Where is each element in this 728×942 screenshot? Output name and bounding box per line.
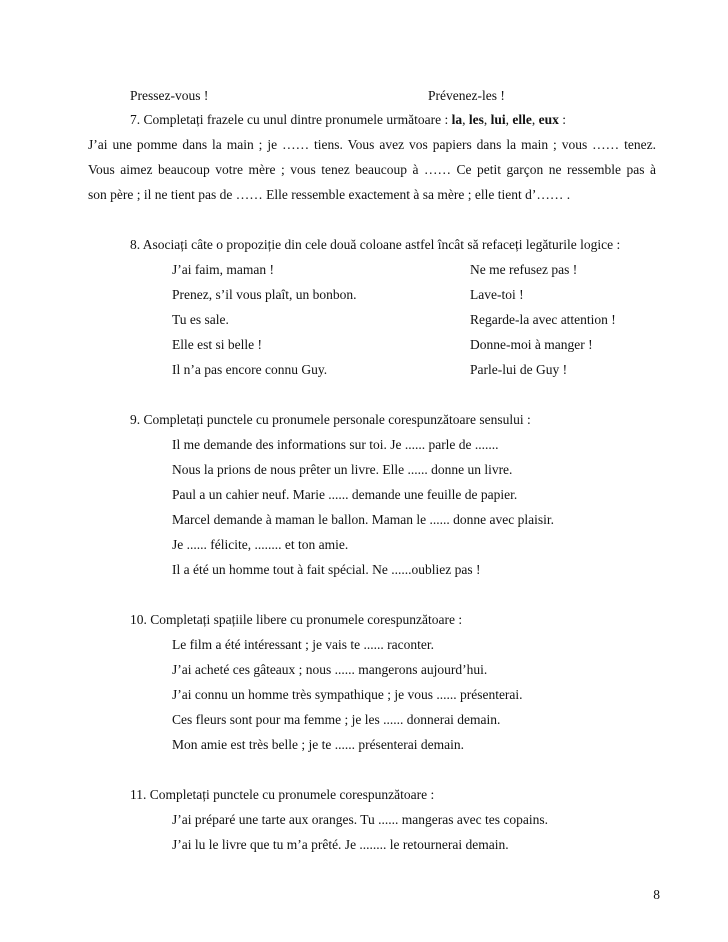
ex9-item: Paul a un cahier neuf. Marie ...... demande une feuille de papier. [172,487,518,502]
ex9-item: Nous la prions de nous prêter un livre. Elle ...... donne un livre. [172,462,513,477]
pronoun-eux: eux [538,112,559,127]
ex9-item: Il me demande des informations sur toi. Je ...... parle de ....... [172,437,499,452]
ex10-item: J’ai acheté ces gâteaux ; nous ...... mangerons aujourd’hui. [172,662,488,677]
ex8-right-item: Donne-moi à manger ! [470,337,593,352]
ex7-title: 7. Completați frazele cu unul dintre pronumele următoare : la, les, lui, elle, eux : [130,112,567,127]
ex7-text-line: son père ; il ne tient pas de …… Elle ressemble exactement à sa mère ; elle tient d’…… . [88,187,571,202]
ex8-left-item: Elle est si belle ! [172,337,262,352]
ex10-item: Ces fleurs sont pour ma femme ; je les ...... donnerai demain. [172,712,501,727]
ex7-text-line: J’ai une pomme dans la main ; je …… tiens. Vous avez vos papiers dans la main ; vous …… tenez. [88,137,656,152]
pronoun-elle: elle [512,112,532,127]
pronoun-lui: lui [490,112,506,127]
ex10-item: J’ai connu un homme très sympathique ; je vous ...... présenterai. [172,687,523,702]
ex9-item: Je ...... félicite, ........ et ton amie. [172,537,349,552]
ex9-item: Marcel demande à maman le ballon. Maman le ...... donne avec plaisir. [172,512,554,527]
ex8-title: 8. Asociați câte o propoziție din cele două coloane astfel încât să refaceți legăturile logice : [130,237,621,252]
pronoun-la: la [451,112,463,127]
ex8-right-item: Regarde-la avec attention ! [470,312,616,327]
ex10-item: Mon amie est très belle ; je te ...... présenterai demain. [172,737,465,752]
ex8-right-item: Lave-toi ! [470,287,524,302]
page-number: 8 [653,887,660,902]
ex8-left-item: Prenez, s’il vous plaît, un bonbon. [172,287,357,302]
ex11-item: J’ai lu le livre que tu m’a prêté. Je ........ le retournerai demain. [172,837,509,852]
top-row-right: Prévenez-les ! [428,88,505,103]
ex9-title: 9. Completați punctele cu pronumele personale corespunzătoare sensului : [130,412,531,427]
top-row-left: Pressez-vous ! [130,88,209,103]
pronoun-les: les [468,112,484,127]
ex8-right-item: Ne me refusez pas ! [470,262,578,277]
ex10-title: 10. Completați spațiile libere cu pronumele corespunzătoare : [130,612,463,627]
ex8-left-item: Tu es sale. [172,312,229,327]
ex8-left-item: J’ai faim, maman ! [172,262,274,277]
ex11-item: J’ai préparé une tarte aux oranges. Tu ...... mangeras avec tes copains. [172,812,548,827]
ex7-text-line: Vous aimez beaucoup votre mère ; vous tenez beaucoup à …… Ce petit garçon ne ressemble pas à [88,162,656,177]
ex8-left-item: Il n’a pas encore connu Guy. [172,362,328,377]
ex10-item: Le film a été intéressant ; je vais te ...... raconter. [172,637,435,652]
ex8-right-item: Parle-lui de Guy ! [470,362,568,377]
ex11-title: 11. Completați punctele cu pronumele corespunzătoare : [130,787,435,802]
ex9-item: Il a été un homme tout à fait spécial. Ne ......oubliez pas ! [172,562,481,577]
